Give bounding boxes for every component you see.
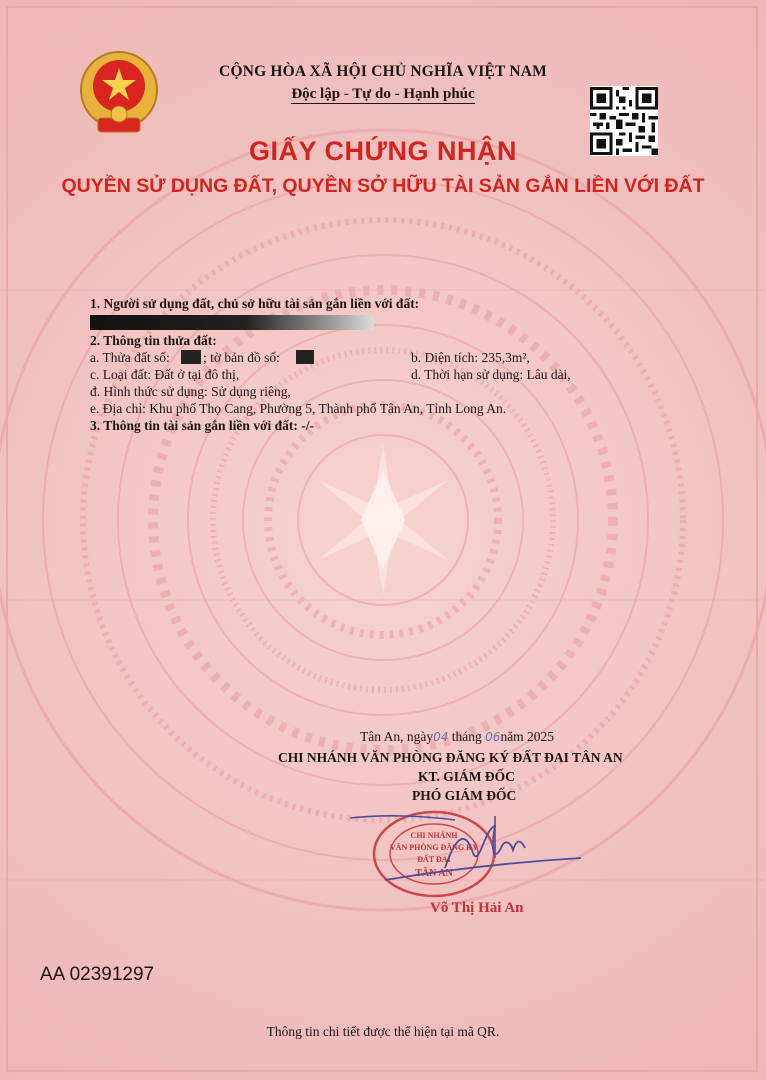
parcel-number-label: a. Thửa đất số: <box>90 350 170 365</box>
motto-line <box>0 86 766 103</box>
issuing-office: CHI NHÁNH VĂN PHÒNG ĐĂNG KÝ ĐẤT ĐAI TÂN AN <box>278 750 623 765</box>
section3-heading: 3. Thông tin tài sản gắn liền với đất: -/- <box>90 418 315 433</box>
usage-form: đ. Hình thức sử dụng: Sử dụng riêng, <box>90 384 291 399</box>
date-day: 04 <box>433 730 449 744</box>
date-prefix: Tân An, ngày <box>360 729 434 744</box>
section1-heading: 1. Người sử dụng đất, chủ sở hữu tài sản gắn liền với đất: <box>90 296 420 311</box>
certificate-subtitle: QUYỀN SỬ DỤNG ĐẤT, QUYỀN SỞ HỮU TÀI SẢN GẮN LIỀN VỚI ĐẤT <box>61 175 705 197</box>
date-month: 06 <box>485 730 501 744</box>
date-month-label: tháng <box>451 729 482 744</box>
parcel-number-redaction <box>181 350 201 364</box>
owner-name-redaction <box>90 315 374 330</box>
country-name: CỘNG HÒA XÃ HỘI CHỦ NGHĨA VIỆT NAM <box>219 63 547 80</box>
section2-heading: 2. Thông tin thửa đất: <box>90 333 217 348</box>
handwritten-signature <box>345 808 585 888</box>
signer-role-2: PHÓ GIÁM ĐỐC <box>412 788 517 803</box>
stamp-line-4: TÂN AN <box>415 868 453 879</box>
land-type: c. Loại đất: Đất ở tại đô thị, <box>90 367 240 382</box>
map-sheet-label: ; tờ bản đồ số: <box>203 350 280 365</box>
signer-role-1: KT. GIÁM ĐỐC <box>418 769 515 784</box>
stamp-line-3: ĐẤT ĐAI <box>417 855 451 864</box>
date-year: năm 2025 <box>500 729 555 744</box>
qr-note: Thông tin chi tiết được thể hiện tại mã QR. <box>266 1024 500 1039</box>
land-address: e. Địa chỉ: Khu phố Thọ Cang, Phường 5, Thành phố Tân An, Tỉnh Long An. <box>90 401 507 416</box>
land-area: b. Diện tích: 235,3m², <box>411 350 530 365</box>
map-sheet-redaction <box>296 350 314 364</box>
stamp-line-1: CHI NHÁNH <box>410 831 458 840</box>
usage-duration: d. Thời hạn sử dụng: Lâu dài, <box>411 367 571 382</box>
issue-date <box>360 729 554 745</box>
serial-number: AA 02391297 <box>40 964 155 985</box>
motto: Độc lập - Tự do - Hạnh phúc <box>291 86 475 102</box>
stamp-line-2: VĂN PHÒNG ĐĂNG KÝ <box>389 843 479 852</box>
certificate-title: GIẤY CHỨNG NHẬN <box>249 136 517 166</box>
signer-name: Võ Thị Hải An <box>430 900 524 916</box>
